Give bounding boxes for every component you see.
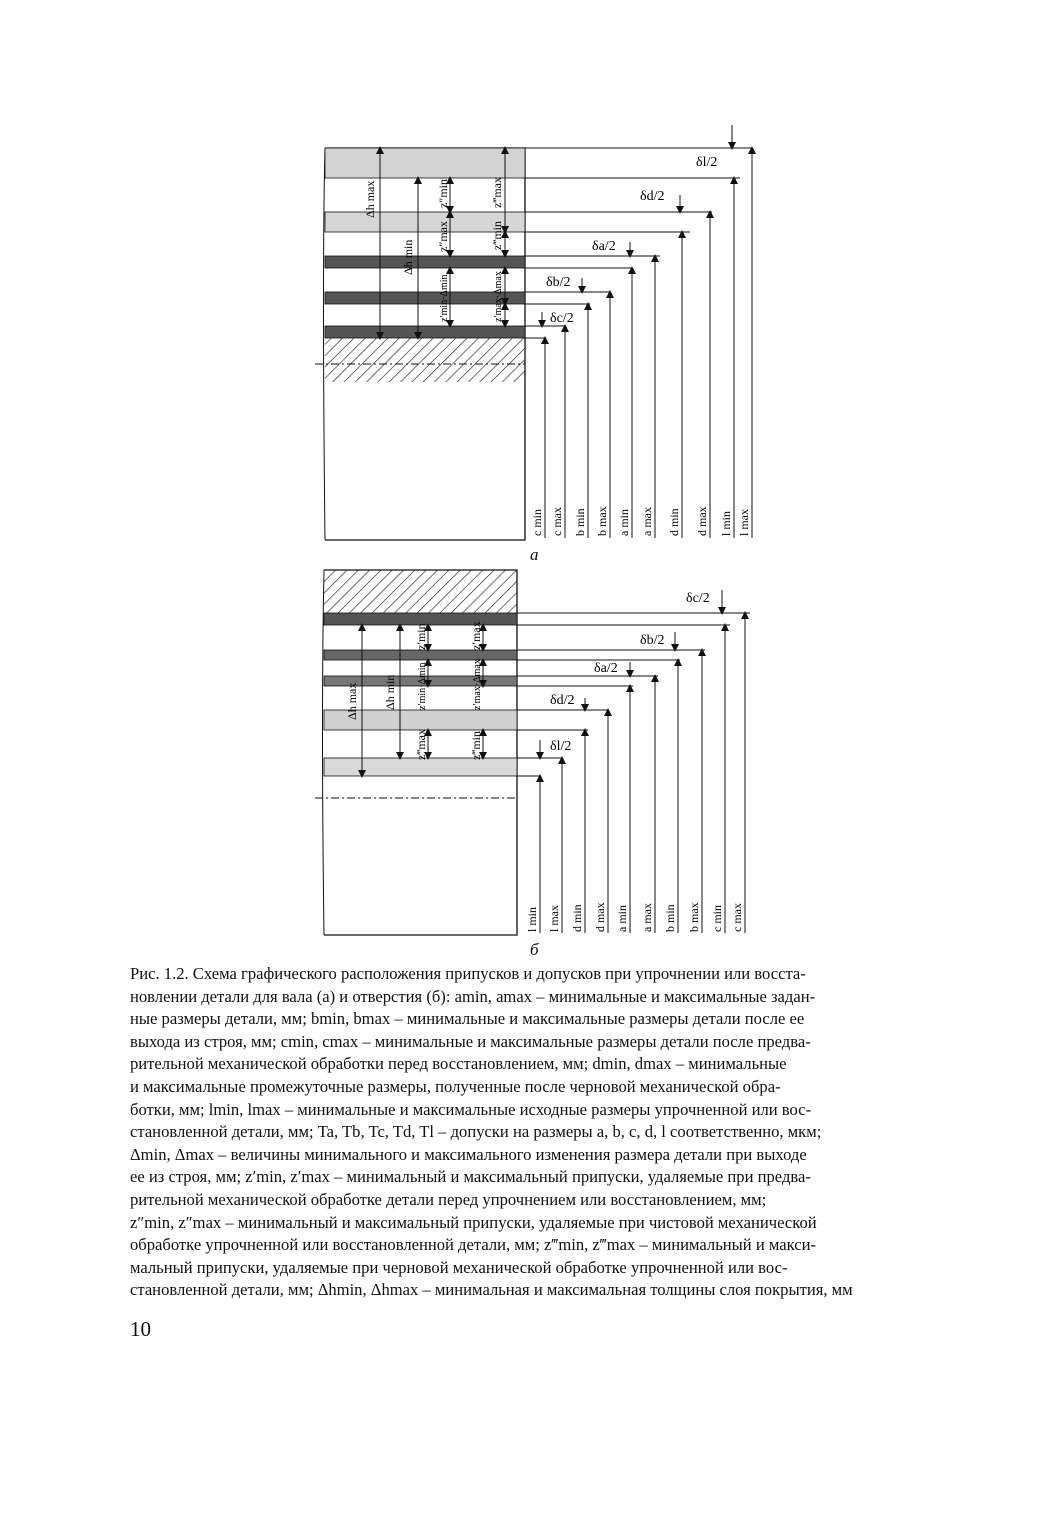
dim-label-bmin: b min xyxy=(573,508,587,536)
dim-label-amax: a max xyxy=(640,507,654,536)
delta-label-d: δd/2 xyxy=(550,693,575,708)
delta-label-c: δc/2 xyxy=(550,311,574,326)
delta-label-b: δb/2 xyxy=(640,633,665,648)
dim-label-bmax: b max xyxy=(595,506,609,536)
zone-label-z3min: z‴min xyxy=(490,221,504,250)
delta-label-c: δc/2 xyxy=(686,591,710,606)
delta-label-l: δl/2 xyxy=(550,739,572,754)
delta-label-a: δa/2 xyxy=(594,661,618,676)
caption-line: Δmin, Δmax – величины минимального и максимального изменения размера детали при выходе xyxy=(130,1144,807,1164)
caption-line: становленной детали, мм; Ta, Tb, Tc, Td, Tl – допуски на размеры a, b, c, d, l соответственно, мкм; xyxy=(130,1122,822,1142)
caption-line: выхода из строя, мм; cmin, cmax – минимальные и максимальные размеры детали после предва- xyxy=(130,1031,811,1051)
caption-line: Рис. 1.2. Схема графического расположения припусков и допусков при упрочнении или восста- xyxy=(130,964,806,983)
dim-label-lmax: l max xyxy=(737,509,751,536)
zone-label-dhmax: Δh max xyxy=(345,682,359,720)
zone-label-z1min-dmin: z′min·Δmin xyxy=(439,274,450,322)
dim-label-lmin: l min xyxy=(719,510,733,536)
zone-label-z1min: z′min xyxy=(414,623,428,650)
dim-label-amin: a min xyxy=(615,905,629,932)
page-number: 10 xyxy=(130,1317,151,1341)
dim-label-amax: a max xyxy=(640,903,654,932)
zone-label-z1max: z′max xyxy=(469,621,483,650)
dim-label-cmin: c min xyxy=(710,905,724,932)
dim-label-lmax: l max xyxy=(547,905,561,932)
dim-label-dmin: d min xyxy=(667,508,681,536)
dim-label-cmax: c max xyxy=(730,903,744,932)
dim-label-lmin: l min xyxy=(525,906,539,932)
delta-label-d: δd/2 xyxy=(640,189,665,204)
zone-label-dhmin: Δh min xyxy=(383,674,397,710)
figure-a-diagram xyxy=(300,120,770,550)
delta-label-b: δb/2 xyxy=(546,275,571,290)
caption-line: становленной детали, мм; Δhmin, Δhmax – минимальная и максимальная толщины слоя покрытия, мм xyxy=(130,1280,853,1300)
figure-b-sublabel: б xyxy=(530,940,539,959)
caption-line: ные размеры детали, мм; bmin, bmax – минимальные и максимальные размеры детали после ее xyxy=(130,1009,805,1029)
zone-label-z2max: z″max xyxy=(436,221,450,252)
zone-label-z2min: z″min xyxy=(436,179,450,208)
caption-line: новлении детали для вала (а) и отверстия (б): amin, amax – минимальные и максимальные задан- xyxy=(130,986,816,1006)
dim-label-dmax: d max xyxy=(593,902,607,932)
zone-label-z3max: z‴max xyxy=(490,177,504,208)
dim-label-cmax: c max xyxy=(550,507,564,536)
delta-label-l: δl/2 xyxy=(696,155,718,170)
zone-label-z1min-dmin: z′min·Δmin xyxy=(417,662,428,710)
caption-line: ее из строя, мм; z′min, z′max – минимальный и максимальный припуски, удаляемые при предва- xyxy=(130,1167,811,1187)
dim-label-bmin: b min xyxy=(663,904,677,932)
zone-label-z3max: z‴max xyxy=(414,729,428,760)
zone-label-z3min: z‴min xyxy=(469,731,483,760)
figure-b-diagram xyxy=(300,560,770,940)
zone-label-z1max-dmax: z′max·Δmax xyxy=(493,271,504,322)
caption-line: и максимальные промежуточные размеры, полученные после черновой механической обра- xyxy=(130,1076,781,1096)
dim-label-amin: a min xyxy=(617,509,631,536)
caption-line: рительной механической обработки перед восстановлением, мм; dmin, dmax – минимальные xyxy=(130,1054,787,1074)
caption-line: z″min, z″max – минимальный и максимальный припуски, удаляемые при чистовой механической xyxy=(130,1212,817,1232)
caption-line: обработке упрочненной или восстановленной детали, мм; z‴min, z‴max – минимальный и макси- xyxy=(130,1235,817,1255)
dim-label-dmax: d max xyxy=(695,506,709,536)
caption-line: ботки, мм; lmin, lmax – минимальные и максимальные исходные размеры упрочненной или вос- xyxy=(130,1099,812,1119)
zone-label-z1max-dmax: z′max·Δmax xyxy=(472,659,483,710)
dim-label-dmin: d min xyxy=(570,904,584,932)
dim-label-bmax: b max xyxy=(687,902,701,932)
zone-label-dhmax: Δh max xyxy=(363,180,377,218)
caption-line: рительной механической обработке детали перед упрочнением или восстановлением, мм; xyxy=(130,1189,767,1209)
delta-label-a: δa/2 xyxy=(592,239,616,254)
figure-caption xyxy=(130,963,942,1302)
figure-a-sublabel: а xyxy=(530,545,539,564)
zone-label-dhmin: Δh min xyxy=(401,239,415,275)
dim-label-cmin: c min xyxy=(530,509,544,536)
caption-line: мальный припуски, удаляемые при черновой механической обработке упрочненной или вос- xyxy=(130,1257,788,1277)
